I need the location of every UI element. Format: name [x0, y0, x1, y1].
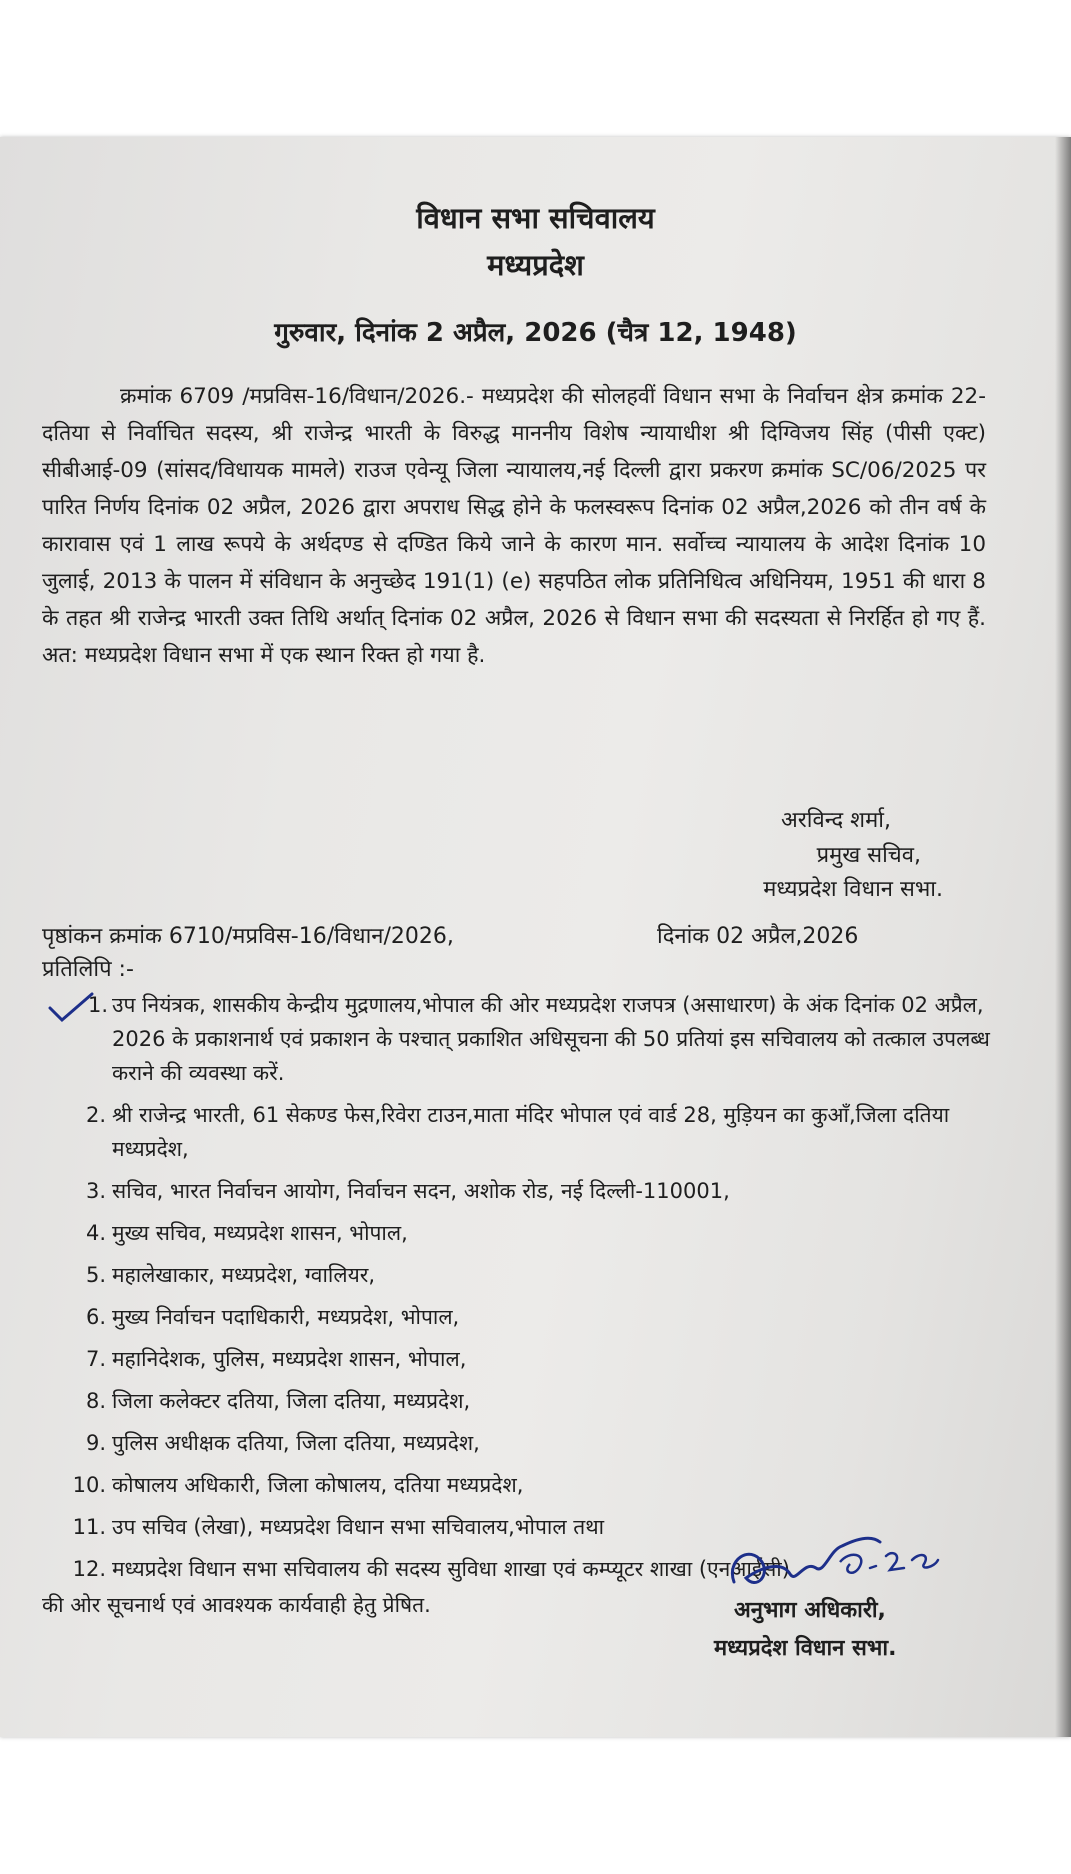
endorsement-date: दिनांक 02 अप्रैल,2026 — [657, 924, 859, 949]
list-item: 10. कोषालय अधिकारी, जिला कोषालय, दतिया मध्यप्रदेश, — [72, 1473, 524, 1497]
office-title: विधान सभा सचिवालय — [416, 201, 655, 235]
notification-body: क्रमांक 6709 /मप्रविस-16/विधान/2026.- मध्यप्रदेश की सोलहवीं विधान सभा के निर्वाचन क्षेत्र क्रमांक 22-दतिया से निर्वाचित सदस्य, श्री राजेन्द्र भारती के विरुद्ध माननीय विशेष न्यायाधीश श्री दिग्विजय सिंह (पीसी एक्ट) सीबीआई-09 (सांसद/विधायक मामले) राउज एवेन्यू जिला न्यायालय,नई दिल्ली द्वारा प्रकरण क्रमांक SC/06/2025 पर पारित निर्णय दिनांक 02 अप्रैल, 2026 द्वारा अपराध सिद्ध होने के फलस्वरूप दिनांक 02 अप्रैल,2026 को तीन वर्ष के कारावास एवं 1 लाख रूपये के अर्थदण्ड से दण्डित किये जाने के कारण मान. सर्वोच्च न्यायालय के आदेश दिनांक 10 जुलाई, 2013 के पालन में संविधान के अनुच्छेद 191(1) (e) सहपठित लोक प्रतिनिधित्व अधिनियम, 1951 की धारा 8 के तहत श्री राजेन्द्र भारती उक्त तिथि अर्थात् दिनांक 02 अप्रैल, 2026 से विधान सभा की सदस्यता से निरर्हित हो गए हैं. अत: मध्यप्रदेश विधान सभा में एक स्थान रिक्त हो गया है. — [42, 384, 986, 668]
date-line: गुरुवार, दिनांक 2 अप्रैल, 2026 (चैत्र 12, 1948) — [274, 318, 797, 348]
signatory-designation: प्रमुख सचिव, — [816, 843, 921, 868]
list-item: 6. मुख्य निर्वाचन पदाधिकारी, मध्यप्रदेश, भोपाल, — [85, 1305, 460, 1329]
list-item: 4. मुख्य सचिव, मध्यप्रदेश शासन, भोपाल, — [85, 1221, 408, 1245]
copy-to-label: प्रतिलिपि :- — [42, 957, 134, 982]
list-item: 3. सचिव, भारत निर्वाचन आयोग, निर्वाचन सदन, अशोक रोड, नई दिल्ली-110001, — [85, 1179, 730, 1203]
closing-line: की ओर सूचनार्थ एवं आवश्यक कार्यवाही हेतु प्रेषित. — [42, 1593, 431, 1617]
list-item: 11. उप सचिव (लेखा), मध्यप्रदेश विधान सभा सचिवालय,भोपाल तथा — [72, 1515, 605, 1539]
signatory-name: अरविन्द शर्मा, — [780, 808, 891, 833]
signatory-office: मध्यप्रदेश विधान सभा. — [763, 877, 943, 902]
list-item: 8. जिला कलेक्टर दतिया, जिला दतिया, मध्यप्रदेश, — [85, 1389, 471, 1413]
handwritten-signature — [720, 1520, 980, 1600]
list-item: 2. श्री राजेन्द्र भारती, 61 सेकण्ड फेस,रिवेरा टाउन,माता मंदिर भोपाल एवं वार्ड 28, मुड़ियन का कुआँ,जिला दतिया मध्यप्रदेश, — [85, 1103, 950, 1161]
endorsement-number: पृष्ठांकन क्रमांक 6710/मप्रविस-16/विधान/2026, — [42, 924, 454, 949]
section-officer-designation: अनुभाग अधिकारी, — [734, 1598, 886, 1623]
state-title: मध्यप्रदेश — [487, 248, 584, 282]
list-item: 5. महालेखाकार, मध्यप्रदेश, ग्वालियर, — [85, 1263, 376, 1287]
list-item: 1. उप नियंत्रक, शासकीय केन्द्रीय मुद्रणालय,भोपाल की ओर मध्यप्रदेश राजपत्र (असाधारण) के अंक दिनांक 02 अप्रैल, 2026 के प्रकाशनार्थ एवं प्रकाशन के पश्चात् प्रकाशित अधिसूचना की 50 प्रतियां इस सचिवालय को तत्काल उपलब्ध कराने की व्यवस्था करें. — [87, 993, 990, 1085]
list-item: 12. मध्यप्रदेश विधान सभा सचिवालय की सदस्य सुविधा शाखा एवं कम्प्यूटर शाखा (एनआईसी) — [72, 1557, 790, 1581]
paper-edge-shadow — [1055, 137, 1071, 1737]
list-item: 7. महानिदेशक, पुलिस, मध्यप्रदेश शासन, भोपाल, — [85, 1347, 467, 1371]
list-item: 9. पुलिस अधीक्षक दतिया, जिला दतिया, मध्यप्रदेश, — [85, 1431, 480, 1455]
section-officer-office: मध्यप्रदेश विधान सभा. — [714, 1636, 897, 1661]
